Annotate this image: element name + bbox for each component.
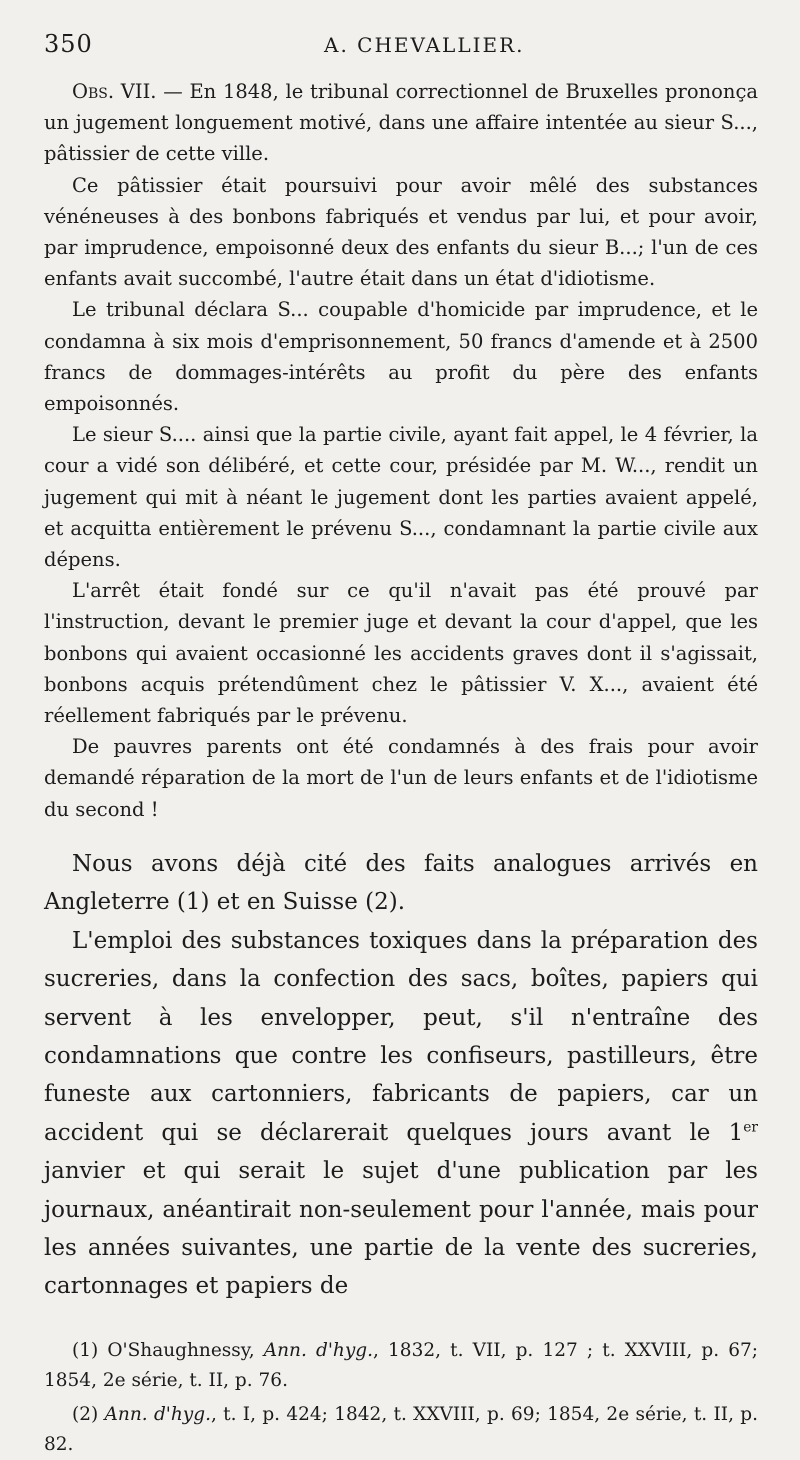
observation-paragraph: [44, 76, 758, 170]
body-paragraph: Nous avons déjà cité des faits analogues arrivés en Angleterre (1) et en Suisse (2).: [44, 850, 758, 916]
observation-paragraph: Ce pâtissier était poursuivi pour avoir mêlé des substances vénéneuses à des bonbons fabriqués et vendus par lui, et pour avoir, par imprudence, empoisonné deux des enfants du sieur B...; l'un de ces enfants avait succombé, l'autre était dans un état d'idiotisme.: [44, 173, 758, 291]
footnote-journal: Ann. d'hyg.: [104, 1403, 211, 1425]
footnote: [44, 1400, 758, 1460]
footnote-journal: Ann. d'hyg.: [263, 1339, 374, 1361]
observation-paragraph: Le sieur S.... ainsi que la partie civile, ayant fait appel, le 4 février, la cour a vidé son délibéré, et cette cour, présidée par M. W..., rendit un jugement qui mit à néant le jugement dont les parties avaient appelé, et acquitta entièrement le prévenu S..., condamnant la partie civile aux dépens.: [44, 423, 758, 572]
footnote-text: , t. I, p. 424; 1842, t. XXVIII, p. 69; 1854, 2e série, t. II, p. 82.: [44, 1403, 758, 1455]
main-text: [44, 845, 758, 1306]
footnote-marker: (1): [72, 1339, 99, 1361]
body-text: janvier et qui serait le sujet d'une publication par les journaux, anéantirait non-seulement pour l'année, mais pour les années suivantes, une partie de la vente des sucreries, cartonnages et papiers de: [44, 1158, 758, 1300]
observation-paragraph: L'arrêt était fondé sur ce qu'il n'avait pas été prouvé par l'instruction, devant le premier juge et devant la cour d'appel, que les bonbons qui avaient occasionné les accidents graves dont il s'agissait, bonbons acquis prétendûment chez le pâtissier V. X..., avaient été réellement fabriqués par le prévenu.: [44, 579, 758, 728]
footnotes: [44, 1336, 758, 1460]
page-header: [44, 30, 758, 70]
footnote-marker: (2): [72, 1403, 99, 1425]
footnote: [44, 1336, 758, 1396]
observation-block: [44, 76, 758, 825]
observation-label: Obs. VII.: [72, 80, 157, 103]
footnote-text: , 1832, t. VII, p. 127 ; t. XXVIII, p. 67; 1854, 2e série, t. II, p. 76.: [44, 1339, 759, 1391]
observation-paragraph: De pauvres parents ont été condamnés à des frais pour avoir demandé réparation de la mort de l'un de leurs enfants et de l'idiotisme du second !: [44, 735, 758, 821]
superscript: er: [743, 1119, 758, 1136]
observation-text: — En 1848, le tribunal correctionnel de Bruxelles prononça un jugement longuement motivé, dans une affaire intentée au sieur S..., pâtissier de cette ville.: [44, 80, 758, 166]
body-paragraph: [44, 922, 758, 1306]
page-number: 350: [44, 30, 93, 58]
body-text: L'emploi des substances toxiques dans la préparation des sucreries, dans la confection des sacs, boîtes, papiers qui servent à les envelopper, peut, s'il n'entraîne des condamnations que contre les confiseurs, pastilleurs, être funeste aux cartonniers, fabricants de papiers, car un accident qui se déclarerait quelques jours avant le 1: [44, 927, 758, 1146]
footnote-text: O'Shaughnessy,: [98, 1339, 264, 1361]
running-head: A. CHEVALLIER.: [324, 33, 525, 57]
observation-paragraph: Le tribunal déclara S... coupable d'homicide par imprudence, et le condamna à six mois d'emprisonnement, 50 francs d'amende et à 2500 francs de dommages-intérêts au profit du père des enfants empoisonnés.: [44, 298, 758, 416]
